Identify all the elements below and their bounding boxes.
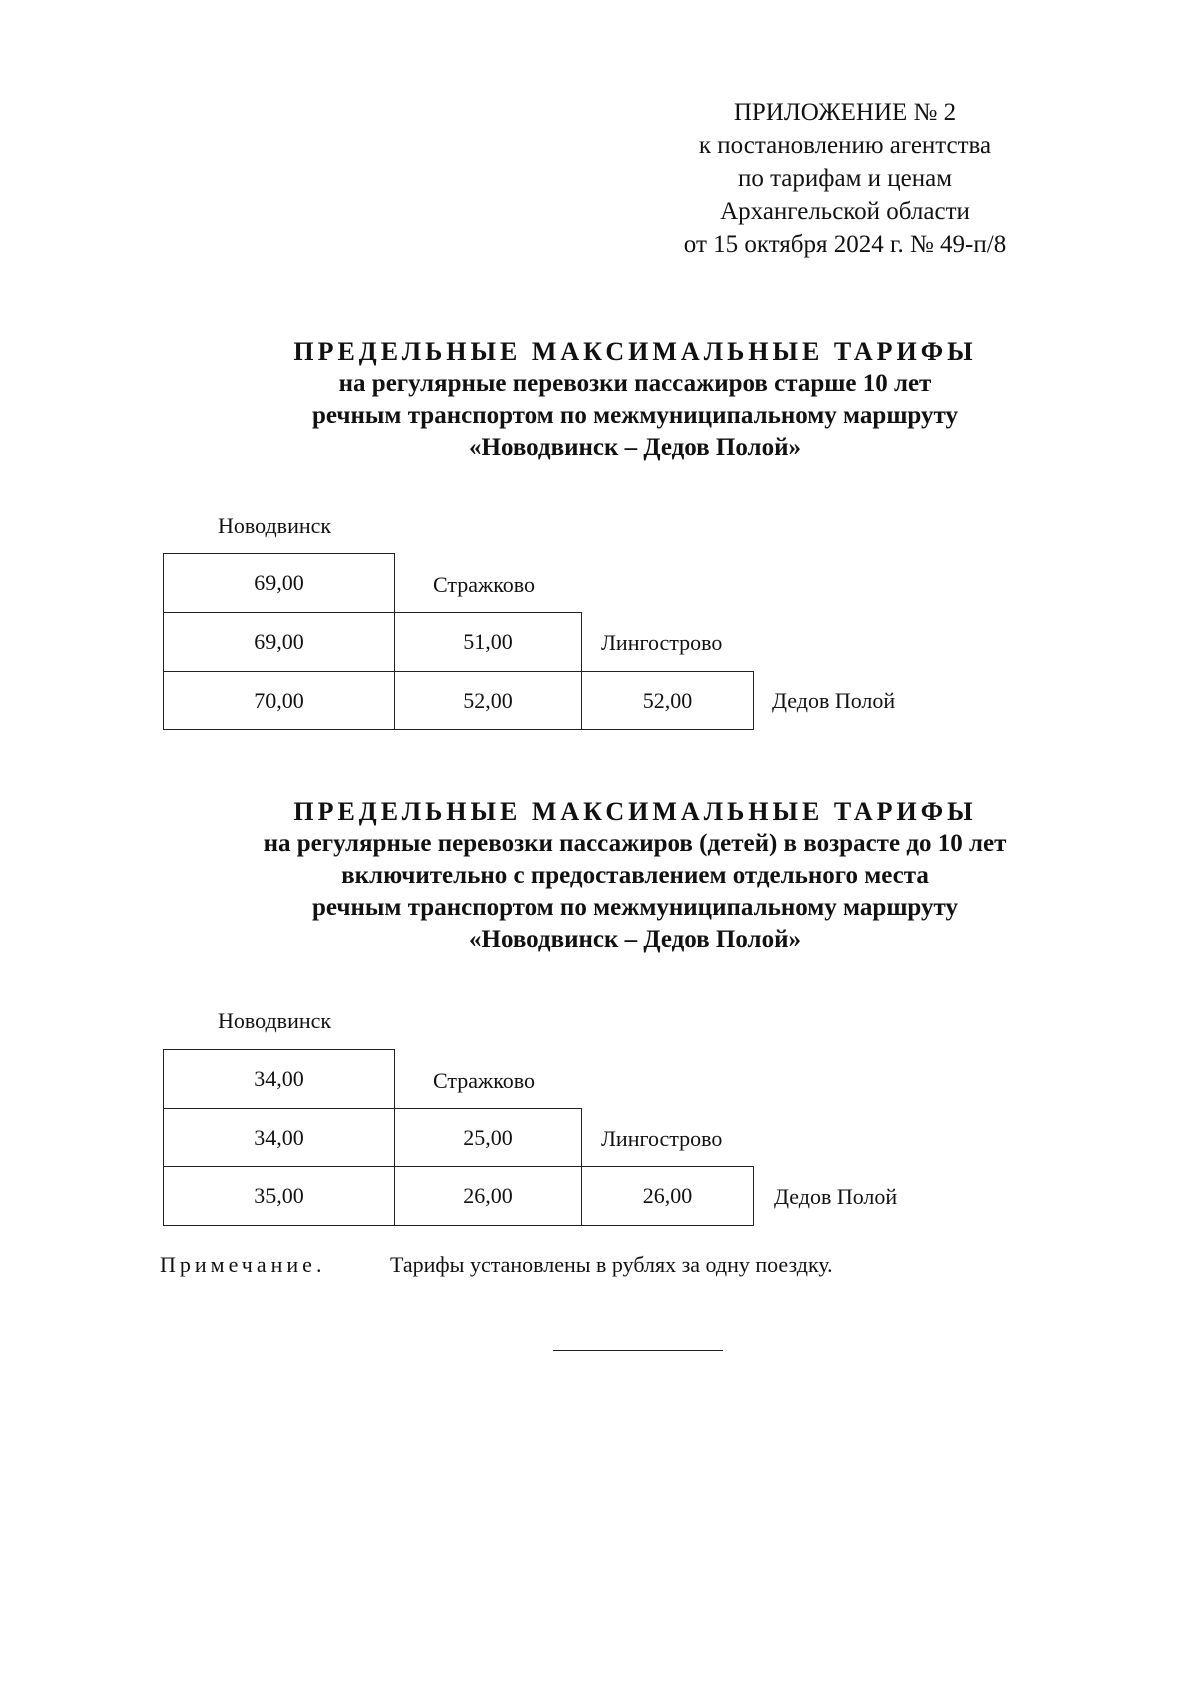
station-label-strazhkovo: Стражково bbox=[433, 572, 536, 597]
station-label-lingostrovo: Лингострово bbox=[601, 1126, 723, 1151]
station-label-dedov-poloy: Дедов Полой bbox=[772, 688, 896, 713]
section2-subtitle-line: речным транспортом по межмуниципальному маршруту bbox=[312, 894, 958, 921]
station-label-novodvinsk: Новодвинск bbox=[218, 513, 332, 538]
note bbox=[160, 1252, 833, 1278]
tariff-cell: 52,00 bbox=[581, 671, 754, 730]
tariff-cell: 52,00 bbox=[394, 671, 582, 730]
section1-subtitle-line: «Новодвинск – Дедов Полой» bbox=[469, 434, 801, 461]
header-line: от 15 октября 2024 г. № 49-п/8 bbox=[683, 231, 1007, 258]
note-label: Примечание. bbox=[160, 1252, 326, 1277]
station-label-lingostrovo: Лингострово bbox=[601, 630, 723, 655]
station-label-dedov-poloy: Дедов Полой bbox=[774, 1184, 898, 1209]
section1-subtitle-line: на регулярные перевозки пассажиров старше 10 лет bbox=[338, 370, 932, 397]
tariff-cell: 69,00 bbox=[163, 553, 395, 613]
section1-subtitle-line: речным транспортом по межмуниципальному маршруту bbox=[312, 402, 958, 429]
station-label-strazhkovo: Стражково bbox=[433, 1068, 536, 1093]
tariff-cell: 34,00 bbox=[163, 1108, 395, 1167]
section2-title: ПРЕДЕЛЬНЫЕ МАКСИМАЛЬНЫЕ ТАРИФЫ bbox=[293, 797, 977, 826]
tariff-cell: 35,00 bbox=[163, 1166, 395, 1226]
tariff-cell: 25,00 bbox=[394, 1108, 582, 1167]
tariff-cell: 69,00 bbox=[163, 612, 395, 672]
header-line: к постановлению агентства bbox=[698, 132, 992, 159]
tariff-cell: 26,00 bbox=[581, 1166, 754, 1226]
note-text: Тарифы установлены в рублях за одну поездку. bbox=[390, 1252, 833, 1277]
header-line: Архангельской области bbox=[720, 198, 970, 225]
tariff-cell: 34,00 bbox=[163, 1049, 395, 1109]
section2-subtitle-line: включительно с предоставлением отдельного места bbox=[341, 862, 929, 889]
header-line: по тарифам и ценам bbox=[737, 165, 953, 192]
tariff-cell: 70,00 bbox=[163, 671, 395, 730]
appendix-header bbox=[640, 96, 1050, 261]
section1-title: ПРЕДЕЛЬНЫЕ МАКСИМАЛЬНЫЕ ТАРИФЫ bbox=[293, 337, 977, 366]
tariff-cell: 26,00 bbox=[394, 1166, 582, 1226]
section2-subtitle-line: на регулярные перевозки пассажиров (детей) в возрасте до 10 лет bbox=[263, 830, 1007, 857]
section2-subtitle-line: «Новодвинск – Дедов Полой» bbox=[469, 926, 801, 953]
station-label-novodvinsk: Новодвинск bbox=[218, 1008, 332, 1033]
header-line: ПРИЛОЖЕНИЕ № 2 bbox=[733, 99, 957, 126]
closing-rule bbox=[553, 1350, 723, 1351]
tariff-cell: 51,00 bbox=[394, 612, 582, 672]
section2-heading bbox=[120, 796, 1150, 956]
section1-heading bbox=[120, 336, 1150, 464]
